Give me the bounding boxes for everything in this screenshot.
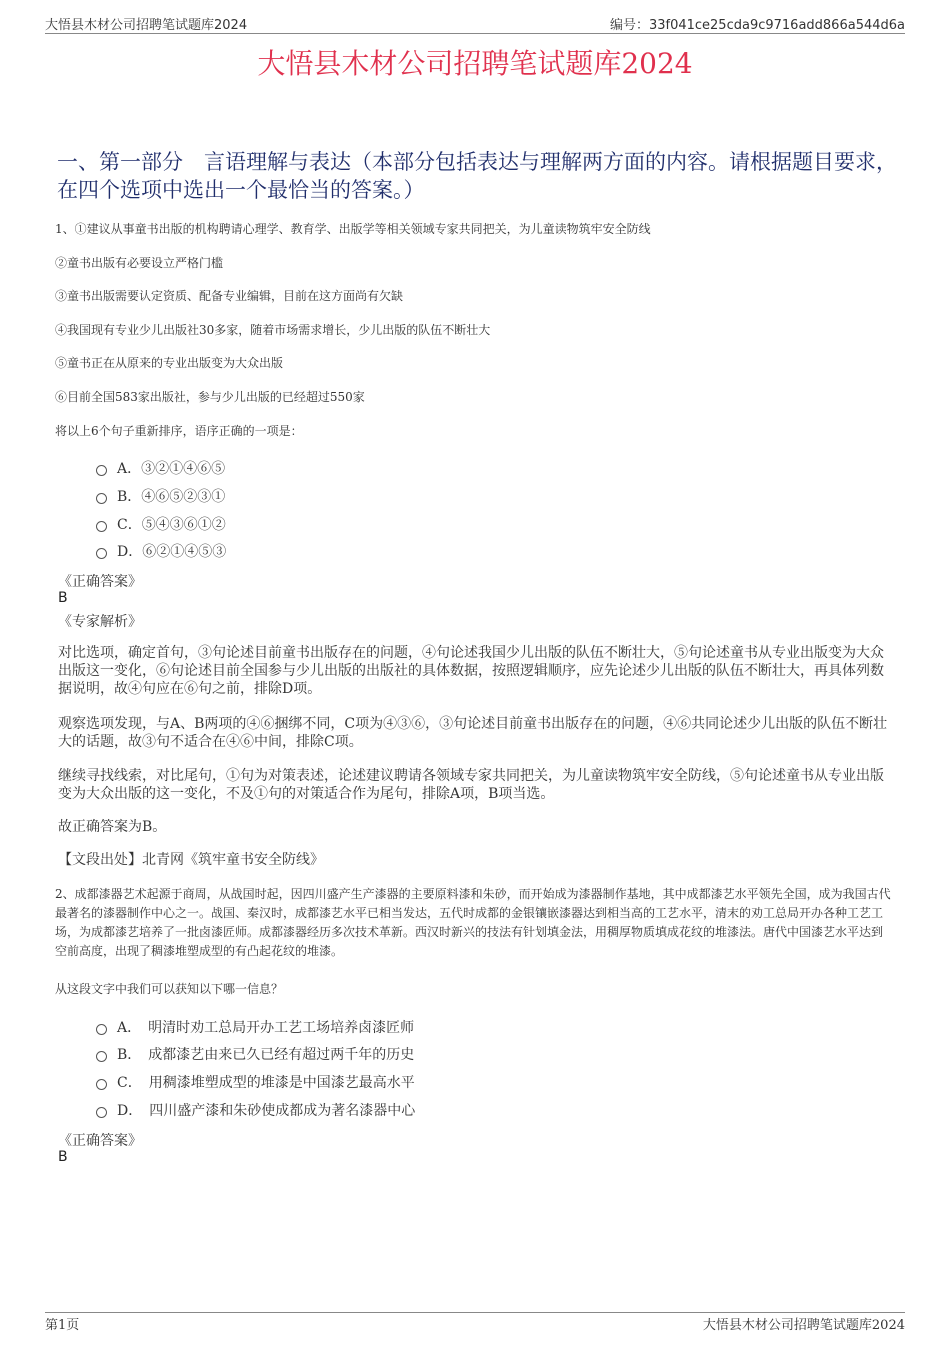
q1-line-4: ④我国现有专业少儿出版社30多家，随着市场需求增长，少儿出版的队伍不断壮大 xyxy=(55,323,491,337)
q1-option-c[interactable] xyxy=(96,514,226,534)
q1-analysis-2: 观察选项发现，与A、B两项的④⑥捆绑不同，C项为④③⑥，③句论述目前童书出版存在的问题，④⑥共同论述少儿出版的队伍不断壮大的话题，故③句不适合在④⑥中间，排除C项。 xyxy=(58,716,888,750)
footer-divider xyxy=(45,1312,905,1313)
header-divider xyxy=(45,33,905,34)
option-label: D． 四川盛产漆和朱砂使成都成为著名漆器中心 xyxy=(117,1103,416,1119)
q1-answer-label: 《正确答案》 xyxy=(58,574,142,590)
option-label: B．④⑥⑤②③① xyxy=(117,489,226,505)
q1-analysis-1: 对比选项，确定首句，③句论述目前童书出版存在的问题，④句论述我国少儿出版的队伍不断壮大，⑤句论述童书从专业出版变为大众出版这一变化，⑥句论述目前全国参与少儿出版的出版社的具体数据，按照逻辑顺序，应先论述少儿出版的队伍不断壮大，再具体列数据说明，故④句应在⑥句之前，排除D项。 xyxy=(58,645,884,697)
radio-icon[interactable] xyxy=(96,465,107,476)
radio-icon[interactable] xyxy=(96,1051,107,1062)
q1-source: 【文段出处】北青网《筑牢童书安全防线》 xyxy=(58,852,324,868)
q2-answer: B xyxy=(58,1149,68,1165)
radio-icon[interactable] xyxy=(96,493,107,504)
option-label: A．③②①④⑥⑤ xyxy=(117,461,226,477)
header-doc-name: 大悟县木材公司招聘笔试题库2024 xyxy=(45,18,248,33)
q2-answer-label: 《正确答案》 xyxy=(58,1133,142,1149)
q1-option-b[interactable] xyxy=(96,486,225,506)
q2-passage: 2、成都漆器艺术起源于商周，从战国时起，因四川盛产生产漆器的主要原料漆和朱砂，而开始成为漆器制作基地，其中成都漆艺水平领先全国，成为我国古代最著名的漆器制作中心之一。战国、秦汉时，成都漆艺水平已相当发达，五代时成都的金银镶嵌漆器达到相当高的工艺水平，清末的劝工总局开办各种工艺工场，为成都漆艺培养了一批卤漆匠师。成都漆器经历多次技术革新。西汉时新兴的技法有针划填金法，用稠厚物质填成花纹的堆漆法。唐代中国漆艺水平达到空前高度，出现了稠漆堆塑成型的有凸起花纹的堆漆。 xyxy=(55,887,891,958)
option-label: A． 明清时劝工总局开办工艺工场培养卤漆匠师 xyxy=(117,1020,415,1036)
footer-page-number: 第1页 xyxy=(45,1318,80,1333)
q1-prompt: 将以上6个句子重新排序，语序正确的一项是： xyxy=(55,424,303,438)
q1-line-5: ⑤童书正在从原来的专业出版变为大众出版 xyxy=(55,356,284,370)
q2-option-c[interactable] xyxy=(96,1072,415,1092)
radio-icon[interactable] xyxy=(96,521,107,532)
q2-option-d[interactable] xyxy=(96,1100,415,1120)
option-label: C． 用稠漆堆塑成型的堆漆是中国漆艺最高水平 xyxy=(117,1075,415,1091)
page-title: 大悟县木材公司招聘笔试题库2024 xyxy=(257,47,693,80)
q1-line-1: 1、①建议从事童书出版的机构聘请心理学、教育学、出版学等相关领域专家共同把关，为儿童读物筑牢安全防线 xyxy=(55,222,651,236)
option-label: D．⑥②①④⑤③ xyxy=(117,544,227,560)
q1-option-d[interactable] xyxy=(96,541,226,561)
q1-analysis-label: 《专家解析》 xyxy=(58,614,142,630)
q1-line-2: ②童书出版有必要设立严格门槛 xyxy=(55,256,224,270)
q2-option-a[interactable] xyxy=(96,1017,414,1037)
option-label: B． 成都漆艺由来已久已经有超过两千年的历史 xyxy=(117,1047,415,1063)
q1-answer: B xyxy=(58,590,68,606)
radio-icon[interactable] xyxy=(96,1107,107,1118)
q2-prompt: 从这段文字中我们可以获知以下哪一信息？ xyxy=(55,982,284,996)
q1-line-3: ③童书出版需要认定资质、配备专业编辑，目前在这方面尚有欠缺 xyxy=(55,289,404,303)
q1-option-a[interactable] xyxy=(96,458,225,478)
q1-analysis-4: 故正确答案为B。 xyxy=(58,819,167,835)
radio-icon[interactable] xyxy=(96,548,107,559)
radio-icon[interactable] xyxy=(96,1024,107,1035)
radio-icon[interactable] xyxy=(96,1079,107,1090)
section-heading: 一、第一部分 言语理解与表达（本部分包括表达与理解两方面的内容。请根据题目要求，在四个选项中选出一个最恰当的答案。） xyxy=(57,150,897,202)
option-label: C．⑤④③⑥①② xyxy=(117,517,226,533)
q1-analysis-3: 继续寻找线索，对比尾句，①句为对策表述，论述建议聘请各领域专家共同把关，为儿童读物筑牢安全防线，⑤句论述童书从专业出版变为大众出版的这一变化，不及①句的对策适合作为尾句，排除A项，B项当选。 xyxy=(58,768,884,802)
footer-doc-name: 大悟县木材公司招聘笔试题库2024 xyxy=(702,1318,905,1333)
header-doc-id: 编号：33f041ce25cda9c9716add866a544d6a xyxy=(609,18,905,33)
q1-line-6: ⑥目前全国583家出版社，参与少儿出版的已经超过550家 xyxy=(55,390,365,404)
q2-option-b[interactable] xyxy=(96,1044,414,1064)
